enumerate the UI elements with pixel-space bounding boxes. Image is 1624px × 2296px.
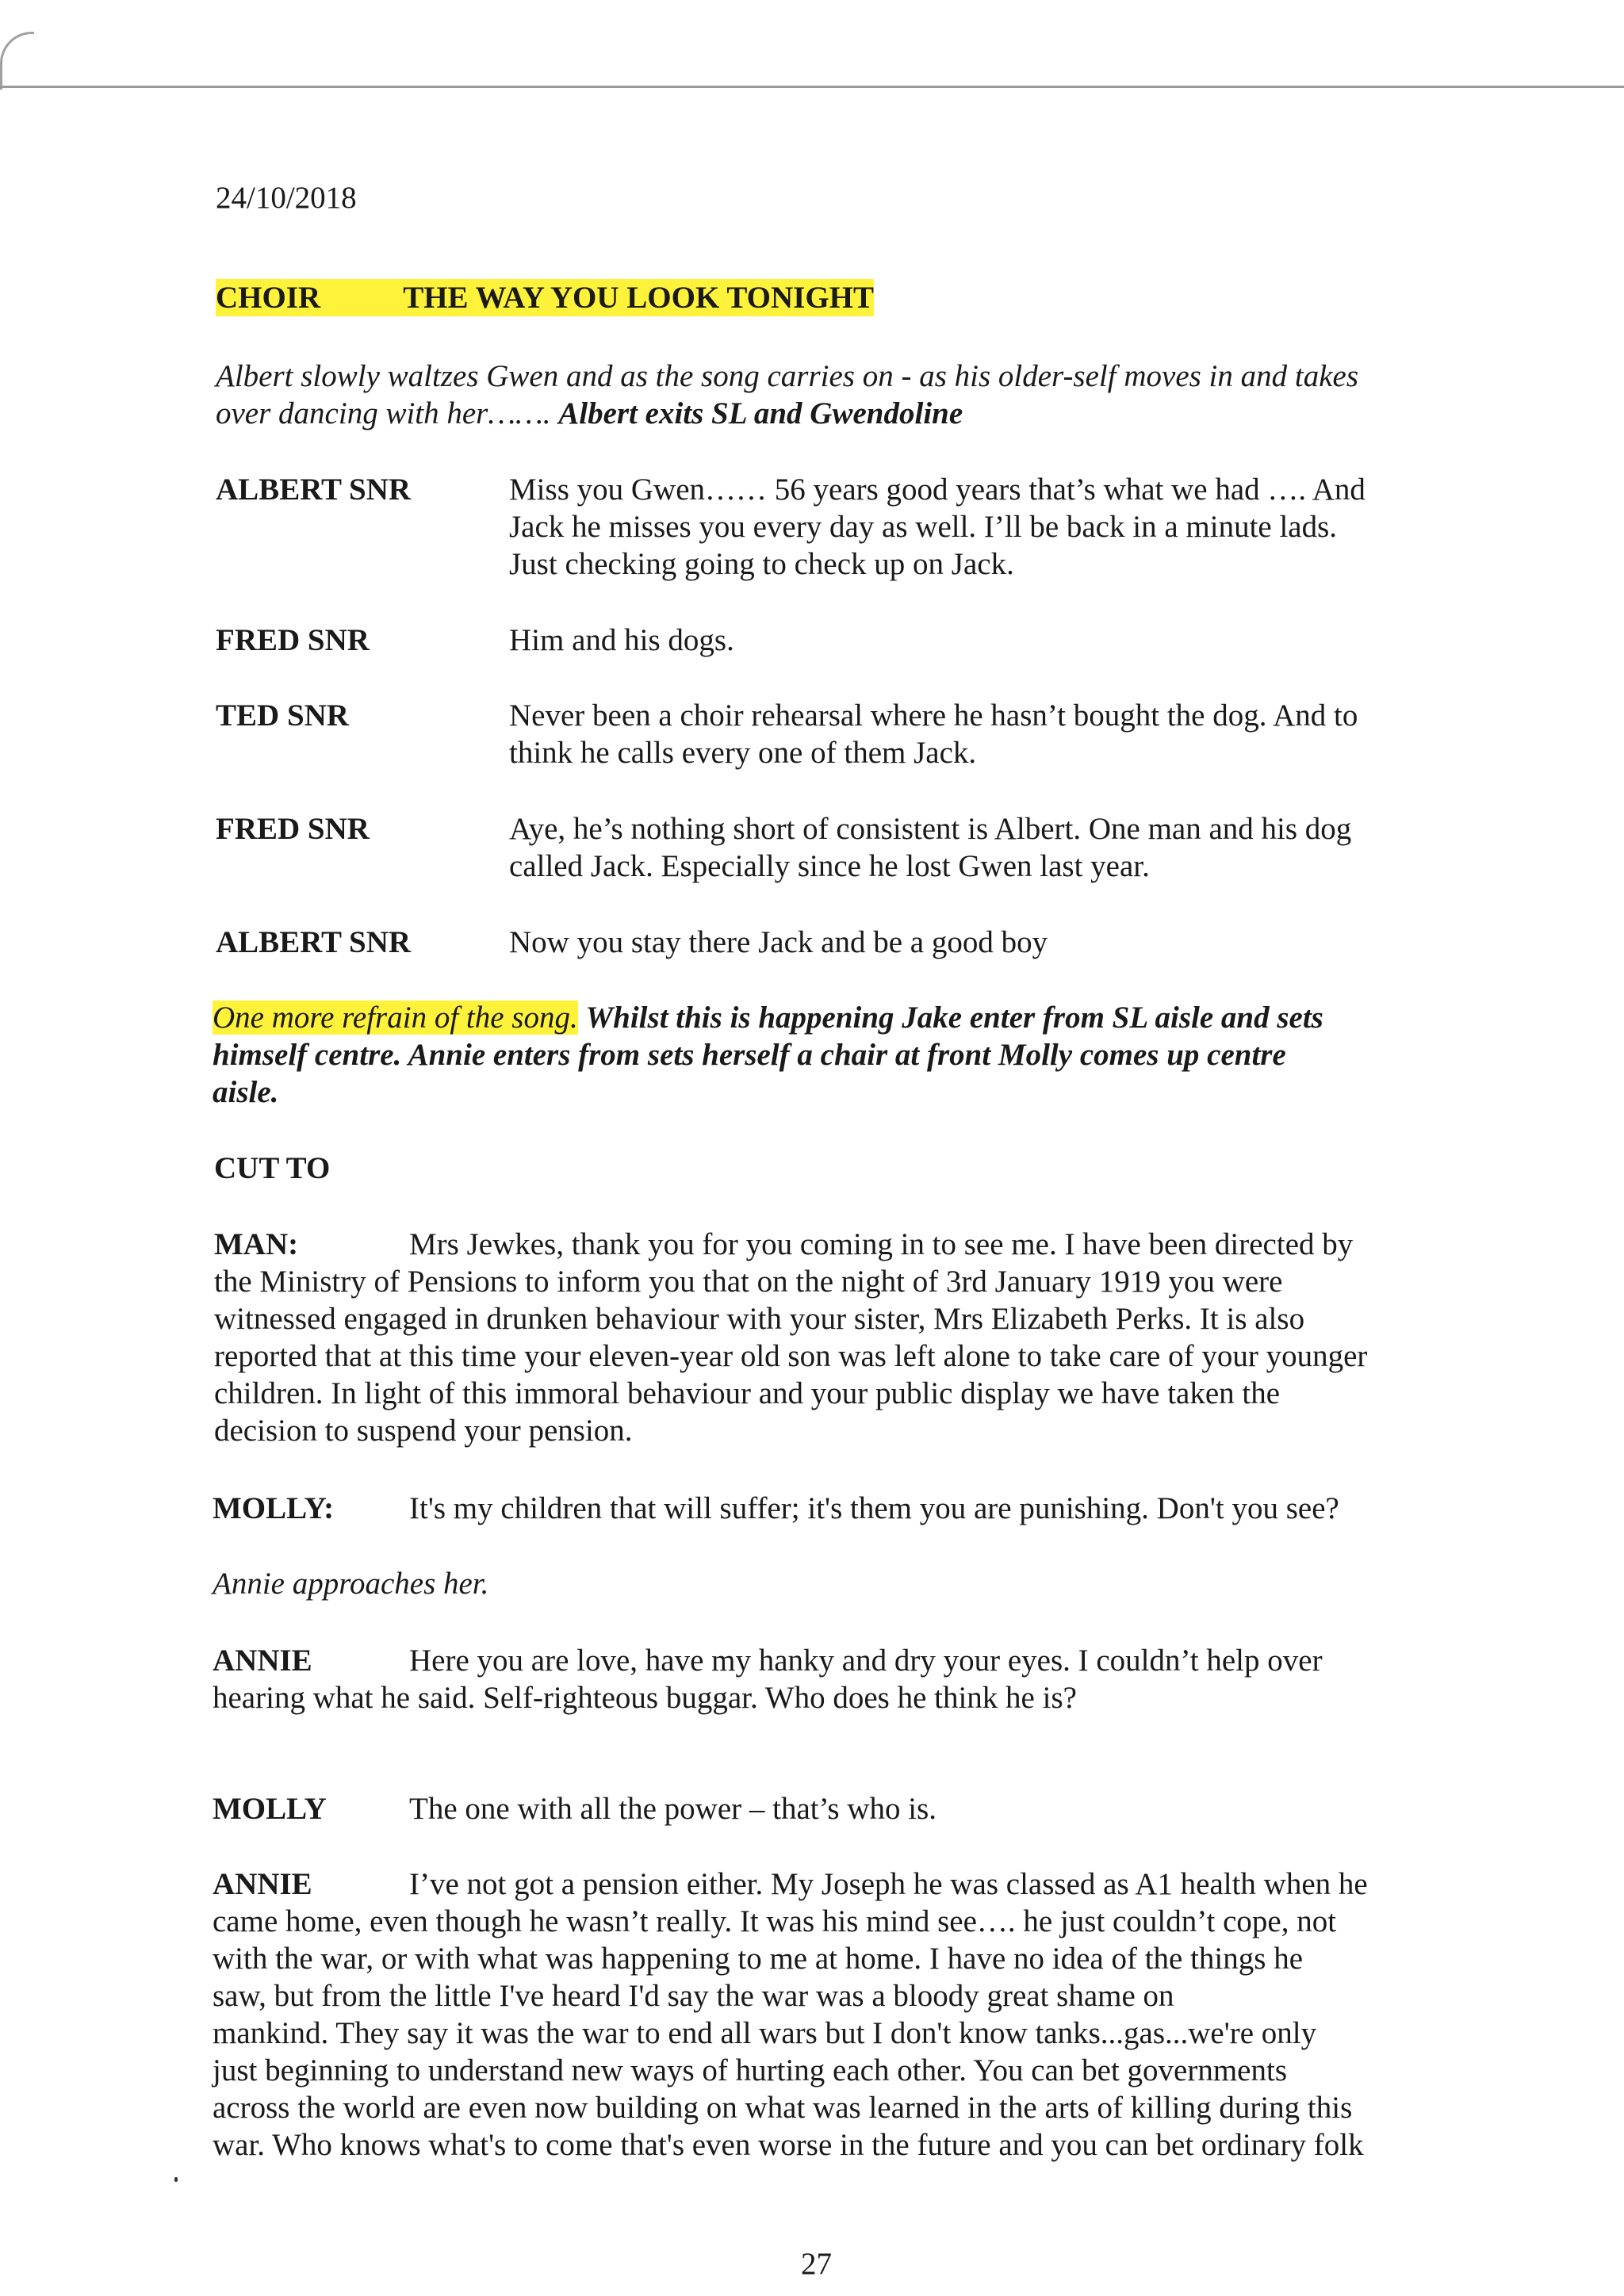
dialogue-text: Now you stay there Jack and be a good boy [509, 925, 1048, 959]
speaker-label: TED SNR [216, 698, 349, 733]
dialogue-text: Miss you Gwen…… 56 years good years that’s what we had …. And Jack he misses you every day as well. I’ll be back in a minute lads. Just checking going to check up on Jack. [509, 473, 1365, 581]
highlighted-direction: One more refrain of the song. [213, 1001, 578, 1035]
speaker-label: ANNIE [213, 1644, 312, 1678]
stage-direction-1: Albert slowly waltzes Gwen and as the song carries on - as his older-self moves in and takes over dancing with her……. Albert exits SL and Gwendoline [216, 359, 1359, 430]
speaker-label: FRED SNR [216, 812, 370, 846]
scene-heading [216, 279, 874, 316]
dialogue-text: Him and his dogs. [509, 623, 734, 657]
scan-border [0, 86, 1624, 88]
heading-song-title: THE WAY YOU LOOK TONIGHT [403, 281, 875, 315]
dialogue-text: Never been a choir rehearsal where he hasn’t bought the dog. And to think he calls every one of them Jack. [509, 698, 1358, 770]
scan-speck [174, 2177, 178, 2182]
heading-choir: CHOIR [216, 281, 321, 315]
scan-edge [0, 32, 34, 90]
page-date: 24/10/2018 [216, 181, 357, 215]
man-speech: MAN: Mrs Jewkes, thank you for you coming in to see me. I have been directed by the Ministry of Pensions to inform you that on the night of 3rd January 1919 you were witnessed engaged in drunken behaviour with your sister, Mrs Elizabeth Perks. It is also reported that at this time your eleven-year old son was left alone to take care of your younger children. In light of this immoral behaviour and your public display we have taken the decision to suspend your pension. [214, 1227, 1368, 1448]
molly-speech-1: MOLLY: It's my children that will suffer; it's them you are punishing. Don't you see? [213, 1491, 1339, 1525]
speaker-label: MAN: [214, 1227, 299, 1261]
molly-speech-2: MOLLY The one with all the power – that’s who is. [213, 1792, 937, 1826]
stage-direction-2: One more refrain of the song. Whilst this is happening Jake enter from SL aisle and sets himself centre. Annie enters from sets herself a chair at front Molly comes up centre aisle. [213, 1001, 1323, 1109]
annie-speech-1: ANNIE Here you are love, have my hanky and dry your eyes. I couldn’t help over hearing what he said. Self-righteous buggar. Who does he think he is? [213, 1644, 1323, 1715]
speaker-label: ANNIE [213, 1867, 312, 1901]
dialogue-text: Aye, he’s nothing short of consistent is Albert. One man and his dog called Jack. Especially since he lost Gwen last year. [509, 812, 1352, 883]
speaker-label: MOLLY: [213, 1491, 335, 1525]
speaker-label: ALBERT SNR [216, 925, 412, 959]
cut-to: CUT TO [214, 1151, 331, 1185]
speaker-label: MOLLY [213, 1792, 327, 1826]
page-number: 27 [801, 2247, 832, 2281]
speaker-label: FRED SNR [216, 623, 370, 657]
speaker-label: ALBERT SNR [216, 473, 412, 507]
annie-speech-2: ANNIE I’ve not got a pension either. My Joseph he was classed as A1 health when he came home, even though he wasn’t really. It was his mind see…. he just couldn’t cope, not with the war, or with what was happening to me at home. I have no idea of the things he saw, but from the little I've heard I'd say the war was a bloody great shame on mankind. They say it was the war to end all wars but I don't know tanks...gas...we're only just beginning to understand new ways of hurting each other. You can bet governments across the world are even now building on what was learned in the arts of killing during this war. Who knows what's to come that's even worse in the future and you can bet ordinary folk [213, 1867, 1368, 2162]
stage-direction-3: Annie approaches her. [213, 1567, 489, 1601]
